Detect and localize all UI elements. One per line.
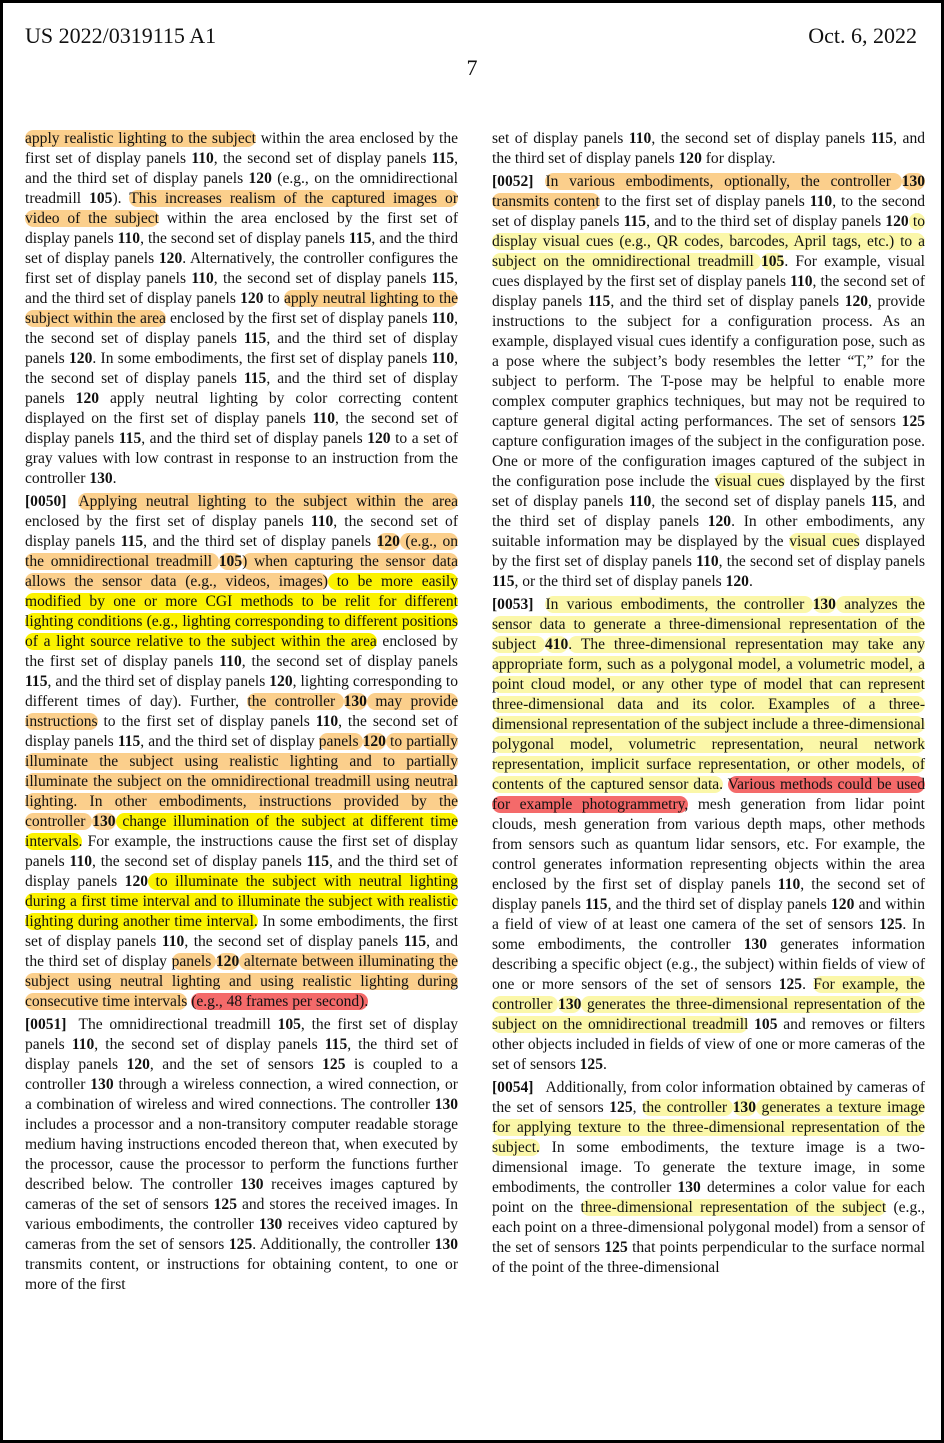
highlighted-text: 120 [376,533,400,550]
text-segment: , and the third set of display panels [492,130,925,167]
text-segment: 125 [879,916,903,933]
left-column [25,129,458,1298]
highlighted-text: 130 [812,596,836,613]
text-segment: 110 [628,130,652,147]
text-segment: , and the third set of display panels [607,896,832,913]
highlighted-text: In various embodiments, the controller [545,596,813,613]
text-segment: , the second set of display panels [25,513,458,550]
text-segment: set of display panels [492,130,629,147]
text-segment: mesh generation from lidar point clouds, mesh generation from various depth maps, other methods from sensors such as quantum lidar sensors, etc. For example, the control generates information representing objects within the area enclosed by the first set of display panels [492,796,925,893]
highlighted-text: 410 [544,636,569,653]
text-segment: 110 [71,1036,95,1053]
text-segment: , and to the third set of display panels [646,213,886,230]
text-segment: 110 [696,553,719,570]
paragraph-number: [0054] [492,1079,534,1096]
text-segment: determines a color value for each point on the [492,1179,925,1216]
highlighted-text: analyzes the sensor data to generate a three-dimensional representation of the subject [492,596,925,653]
text-segment: Additionally, from color information obtained by cameras of the set of sensors [492,1079,925,1116]
text-segment: 110 [790,273,813,290]
text-segment: 110 [777,876,801,893]
paragraph [492,595,925,1075]
text-segment: displayed by the first set of display panels [492,473,925,510]
text-segment: , and the set of sensors [149,1056,323,1073]
text-segment: , and the third set of display panels [25,370,458,407]
highlighted-text: the controller [247,693,344,710]
text-segment: (e.g., each point on a three-dimensional polygonal model) from a sensor of the set of sensors [492,1199,925,1256]
text-segment: 115 [243,330,267,347]
text-segment: , the first set of display panels [25,1016,458,1053]
paragraph [25,492,458,1012]
highlighted-text: to display visual cues (e.g., QR codes, barcodes, April tags, etc.) to a subject on the omnidirectional treadmill [492,213,925,270]
text-segment: 105 [89,190,113,207]
text-segment: , the second set of display panels [25,410,459,447]
text-segment: In some embodiments, the first set of display panels [25,913,458,950]
highlighted-text: Various methods could be used for example photogrammetry, [492,776,925,813]
highlighted-text: three-dimensional representation of the subject [580,1199,887,1216]
text-segment: and removes or filters other objects included in fields of view of one or more cameras of the set of sensors [492,1016,926,1073]
text-segment: that points perpendicular to the surface normal of the point of the three-dimensional [492,1239,925,1276]
text-segment: 120 [269,673,293,690]
text-segment: . In other embodiments, any suitable information may be displayed by the [492,513,925,550]
highlighted-text: apply realistic lighting to the subject [25,130,256,147]
highlighted-text: For example, the controller [492,976,925,1013]
text-segment: 110 [431,310,455,327]
text-segment: The omnidirectional treadmill [78,1016,278,1033]
text-segment: , the second set of display panels [184,933,404,950]
text-segment: , and the third set of display panels [25,853,458,890]
text-segment: , the second set of display panels [213,270,432,287]
text-segment: 105 [754,1016,778,1033]
text-segment: 110 [161,933,185,950]
highlighted-text: ) when capturing the sensor data allows the sensor data (e.g., videos, images) [25,553,458,590]
text-segment: 120 [126,1056,150,1073]
text-segment: , to the second set of display panels [492,193,925,230]
text-segment: , the second set of display panels [651,130,871,147]
paragraph [492,1078,925,1278]
text-segment: and stores the received images. In various embodiments, the controller [25,1196,458,1233]
text-segment: , and the third set of display panels [25,270,459,307]
highlighted-text: 130 [343,693,367,710]
highlighted-text: 130 [901,173,925,190]
text-segment: 110 [628,493,652,510]
text-segment: , the second set of display panels [25,350,458,387]
highlighted-text: 130 [732,1099,756,1116]
text-segment: 115 [870,493,894,510]
text-segment: For example, the instructions cause the first set of display panels [25,833,458,870]
text-segment: 120 [248,170,272,187]
text-segment: , and the third set of display panels [25,230,459,267]
highlighted-text: change illumination of the subject at different time intervals. [25,813,458,850]
publication-date: Oct. 6, 2022 [808,23,917,48]
text-segment [723,776,728,793]
text-segment: 115 [623,213,647,230]
text-segment: 110 [69,853,92,870]
text-segment: 120 [75,390,99,407]
highlighted-text: to partially illuminate the subject using realistic lighting and to partially illuminate the subject on the omnidirectional treadmill using neutral lighting. In other embodiments, instructions provided by the controller [25,733,459,830]
text-segment: , and the third set of display panels [492,493,925,530]
text-segment: 110 [191,150,214,167]
text-segment: 115 [431,150,455,167]
text-segment: 120 [678,150,702,167]
text-segment: , the second set of display panels [92,853,307,870]
text-segment: ). [112,190,130,207]
text-segment: 120 [124,873,148,890]
text-segment: 110 [431,350,455,367]
text-segment: 125 [901,413,925,430]
text-segment: . In some embodiments, the controller [492,916,925,953]
text-segment: , and the third set of display [140,733,319,750]
highlighted-text: panels [318,733,363,750]
highlighted-text: generates a texture image for applying texture to the three-dimensional representation of the subject. [492,1099,926,1156]
text-segment: , the second set of display panels [25,310,458,347]
text-segment: . For example, visual cues displayed by the first set of display panels [492,253,926,290]
text-segment: . Additionally, the controller [252,1236,435,1253]
text-segment: apply neutral lighting by color correcting content displayed on the first set of display panels [25,390,458,427]
paragraph [492,129,925,169]
text-segment: 125 [609,1099,633,1116]
text-segment: , provide instructions to the subject for a configuration process. As an example, displayed visual cues identify a configuration pose, such as a pose where the subject’s body resembles the letter “T,” for the subject to perform. The T-pose may be helpful to enable more complex computer graphics techniques, but may not be required to capture general digital acting performances. The set of sensors [492,293,925,430]
highlighted-text: Applying neutral lighting to the subject within the area [78,493,458,510]
text-segment: 115 [243,370,267,387]
text-segment: receives video captured by cameras from the set of sensors [25,1216,458,1253]
highlighted-text: panels [171,953,216,970]
text-segment: 120 [367,430,391,447]
text-segment: for display. [701,150,776,167]
text-segment: enclosed by the first set of display panels [165,310,432,327]
text-segment: through a wireless connection, a wired connection, or a combination of wireless and wired connections. The controller [25,1076,458,1113]
text-segment: 130 [677,1179,701,1196]
text-segment: , and the third set of display panels [141,430,368,447]
text-segment: 115 [117,733,141,750]
highlighted-text: 120 [362,733,386,750]
text-segment: , and the third set of display panels [47,673,270,690]
text-segment: , and the third set of display panels [143,533,377,550]
text-segment: 125 [604,1239,628,1256]
text-segment: , and the third set of display panels [610,293,845,310]
highlighted-text: . The three-dimensional representation may take any appropriate form, such as a polygonal model, a volumetric model, a point cloud model, or any other type of model that can represent three-dimensional data and its color. Examples of a three-dimensional representation of the subject include a three-dimensional polygonal model, volumetric representation, neural network representation, implicit surface representation, or other models, of contents of the captured sensor data. [492,636,925,793]
text-segment: . Alternatively, the controller configures the first set of display panels [25,250,458,287]
text-segment: . [112,470,117,487]
text-segment: 115 [25,673,48,690]
text-segment: enclosed by the first set of display panels [25,633,459,670]
highlighted-text: 105 [761,253,785,270]
text-segment: 125 [579,1056,603,1073]
text-segment: includes a processor and a non-transitory computer readable storage medium having instructions encoded thereon that, when executed by the processor, cause the processor to perform the functions further described below. The controller [25,1116,458,1193]
text-segment: , and the third set of display panels [25,150,459,187]
text-segment: 120 [844,293,869,310]
text-segment: , or the third set of display panels [514,573,726,590]
text-segment: enclosed by the first set of display panels [25,513,311,530]
text-segment: 115 [306,853,330,870]
text-segment: 115 [492,573,515,590]
text-segment: 130 [434,1096,458,1113]
highlighted-text: 105 [218,553,243,570]
text-segment: 110 [219,653,242,670]
paragraph [492,172,925,592]
text-segment: 130 [259,1216,283,1233]
highlighted-text: 120 [215,953,240,970]
text-segment: , lighting corresponding to different times of day). Further, [25,673,458,710]
text-segment: 120 [707,513,732,530]
text-segment: to [263,290,284,307]
text-segment: 115 [348,230,372,247]
highlighted-text: to be more easily modified by one or more CGI methods to be relit for different lighting conditions (e.g., lighting corresponding to different positions of a light source relative to the subject within the area [25,573,458,650]
highlighted-text: transmits content [492,193,600,210]
highlighted-text: visual cues [789,533,860,550]
text-segment: 110 [191,270,214,287]
highlighted-text: visual cues [714,473,785,490]
text-segment: 110 [809,193,833,210]
text-segment: within the area enclosed by the first set of display panels [25,210,459,247]
text-segment: 130 [240,1176,264,1193]
text-segment: , the second set of display panels [651,493,871,510]
text-segment: , the third set of display panels [25,1036,459,1073]
text-segment: 115 [585,896,608,913]
text-segment: and within a field of view of at least one camera of the set of sensors [492,896,925,933]
text-segment: 115 [403,933,427,950]
text-segment: 115 [324,1036,348,1053]
paragraph [25,1015,458,1295]
highlighted-text: 130 [92,813,116,830]
text-segment: 130 [89,470,113,487]
text-segment: 105 [277,1016,301,1033]
paragraph-number: [0052] [492,173,534,190]
text-segment: displayed by the first set of display panels [492,533,925,570]
text-segment: , and the third set of display [25,933,458,970]
highlighted-text: may provide instructions [25,693,458,730]
page-number: 7 [466,55,478,80]
text-segment: 115 [587,293,611,310]
text-segment: to the first set of display panels [97,713,316,730]
text-segment: 115 [870,130,894,147]
text-segment: 125 [778,976,803,993]
text-segment: , the second set of display panels [718,553,925,570]
text-segment: 110 [315,713,339,730]
text-segment: , the second set of display panels [241,653,458,670]
text-segment: transmits content, or instructions for obtaining content, to one or more of the first [25,1256,458,1293]
text-segment: , the second set of display panels [492,876,925,913]
highlighted-text: to illuminate the subject with neutral lighting during a first time interval and to illuminate the subject with realistic lighting during another time interval. [25,873,458,930]
highlighted-text: generates the three-dimensional representation of the subject on the omnidirectional treadmill [492,996,925,1033]
publication-number: US 2022/0319115 A1 [25,23,217,48]
text-segment: 110 [117,230,141,247]
text-segment: 130 [434,1236,458,1253]
highlighted-text: the controller [642,1099,733,1116]
highlighted-text: This increases realism of the captured images or video of the subject [25,190,459,227]
text-segment: is coupled to a controller [25,1056,458,1093]
text-segment: , the second set of display panels [492,273,925,310]
text-segment: , the second set of display panels [94,1036,325,1053]
text-segment: 120 [885,213,909,230]
text-segment: to a set of gray values with low contrast in response to an instruction from the controller [25,430,458,487]
text-segment: receives images captured by cameras of the set of sensors [25,1176,458,1213]
text-segment: , the second set of display panels [213,150,432,167]
text-segment: 110 [310,513,334,530]
text-segment: 115 [120,533,144,550]
paragraph-number: [0053] [492,596,534,613]
text-segment: 120 [831,896,855,913]
text-segment: 120 [240,290,264,307]
text-segment: . In some embodiments, the first set of display panels [92,350,432,367]
text-segment: 130 [90,1076,114,1093]
text-segment: 125 [213,1196,237,1213]
highlighted-text: (e.g., 48 frames per second). [191,993,369,1010]
text-segment: 115 [118,430,142,447]
paragraph-number: [0050] [25,493,67,510]
highlighted-text: 130 [558,996,582,1013]
text-segment: 120 [725,573,749,590]
text-segment: . [748,573,753,590]
highlighted-text: (e.g., on the omnidirectional treadmill [25,533,458,570]
text-segment: , the second set of display panels [140,230,349,247]
text-segment: In some embodiments, the texture image is a two-dimensional image. To generate the texture image, in some embodiments, the controller [492,1139,925,1196]
text-segment: 120 [69,350,93,367]
text-segment: within the area enclosed by the first set of display panels [25,130,458,167]
text-segment: , and the third set of display panels [25,330,458,367]
text-segment: (e.g., on the omnidirectional treadmill [25,170,458,207]
text-segment: 125 [228,1236,253,1253]
right-column [492,129,925,1281]
text-segment: 125 [322,1056,346,1073]
text-segment: generates information describing a specific object (e.g., the subject) within fields of view of one or more sensors of the set of sensors [492,936,925,993]
highlighted-text: apply neutral lighting to the subject within the area [25,290,458,327]
paragraph [25,129,458,489]
text-segment: to the first set of display panels [599,193,810,210]
text-segment: 110 [312,410,335,427]
text-segment: , the second set of display panels [25,713,458,750]
text-segment: 115 [431,270,455,287]
text-segment: , [632,1099,643,1116]
highlighted-text: In various embodiments, optionally, the controller [545,173,902,190]
text-segment: . [602,1056,607,1073]
paragraph-number: [0051] [25,1016,67,1033]
text-segment: 120 [158,250,183,267]
text-segment: capture configuration images of the subject in the configuration pose. One or more of the configuration images captured of the subject in the configuration pose include the [492,433,925,490]
highlighted-text: alternate between illuminating the subject using neutral lighting and using realistic lighting during consecutive time intervals [25,953,458,1010]
text-segment: . [802,976,814,993]
text-segment: 130 [743,936,768,953]
